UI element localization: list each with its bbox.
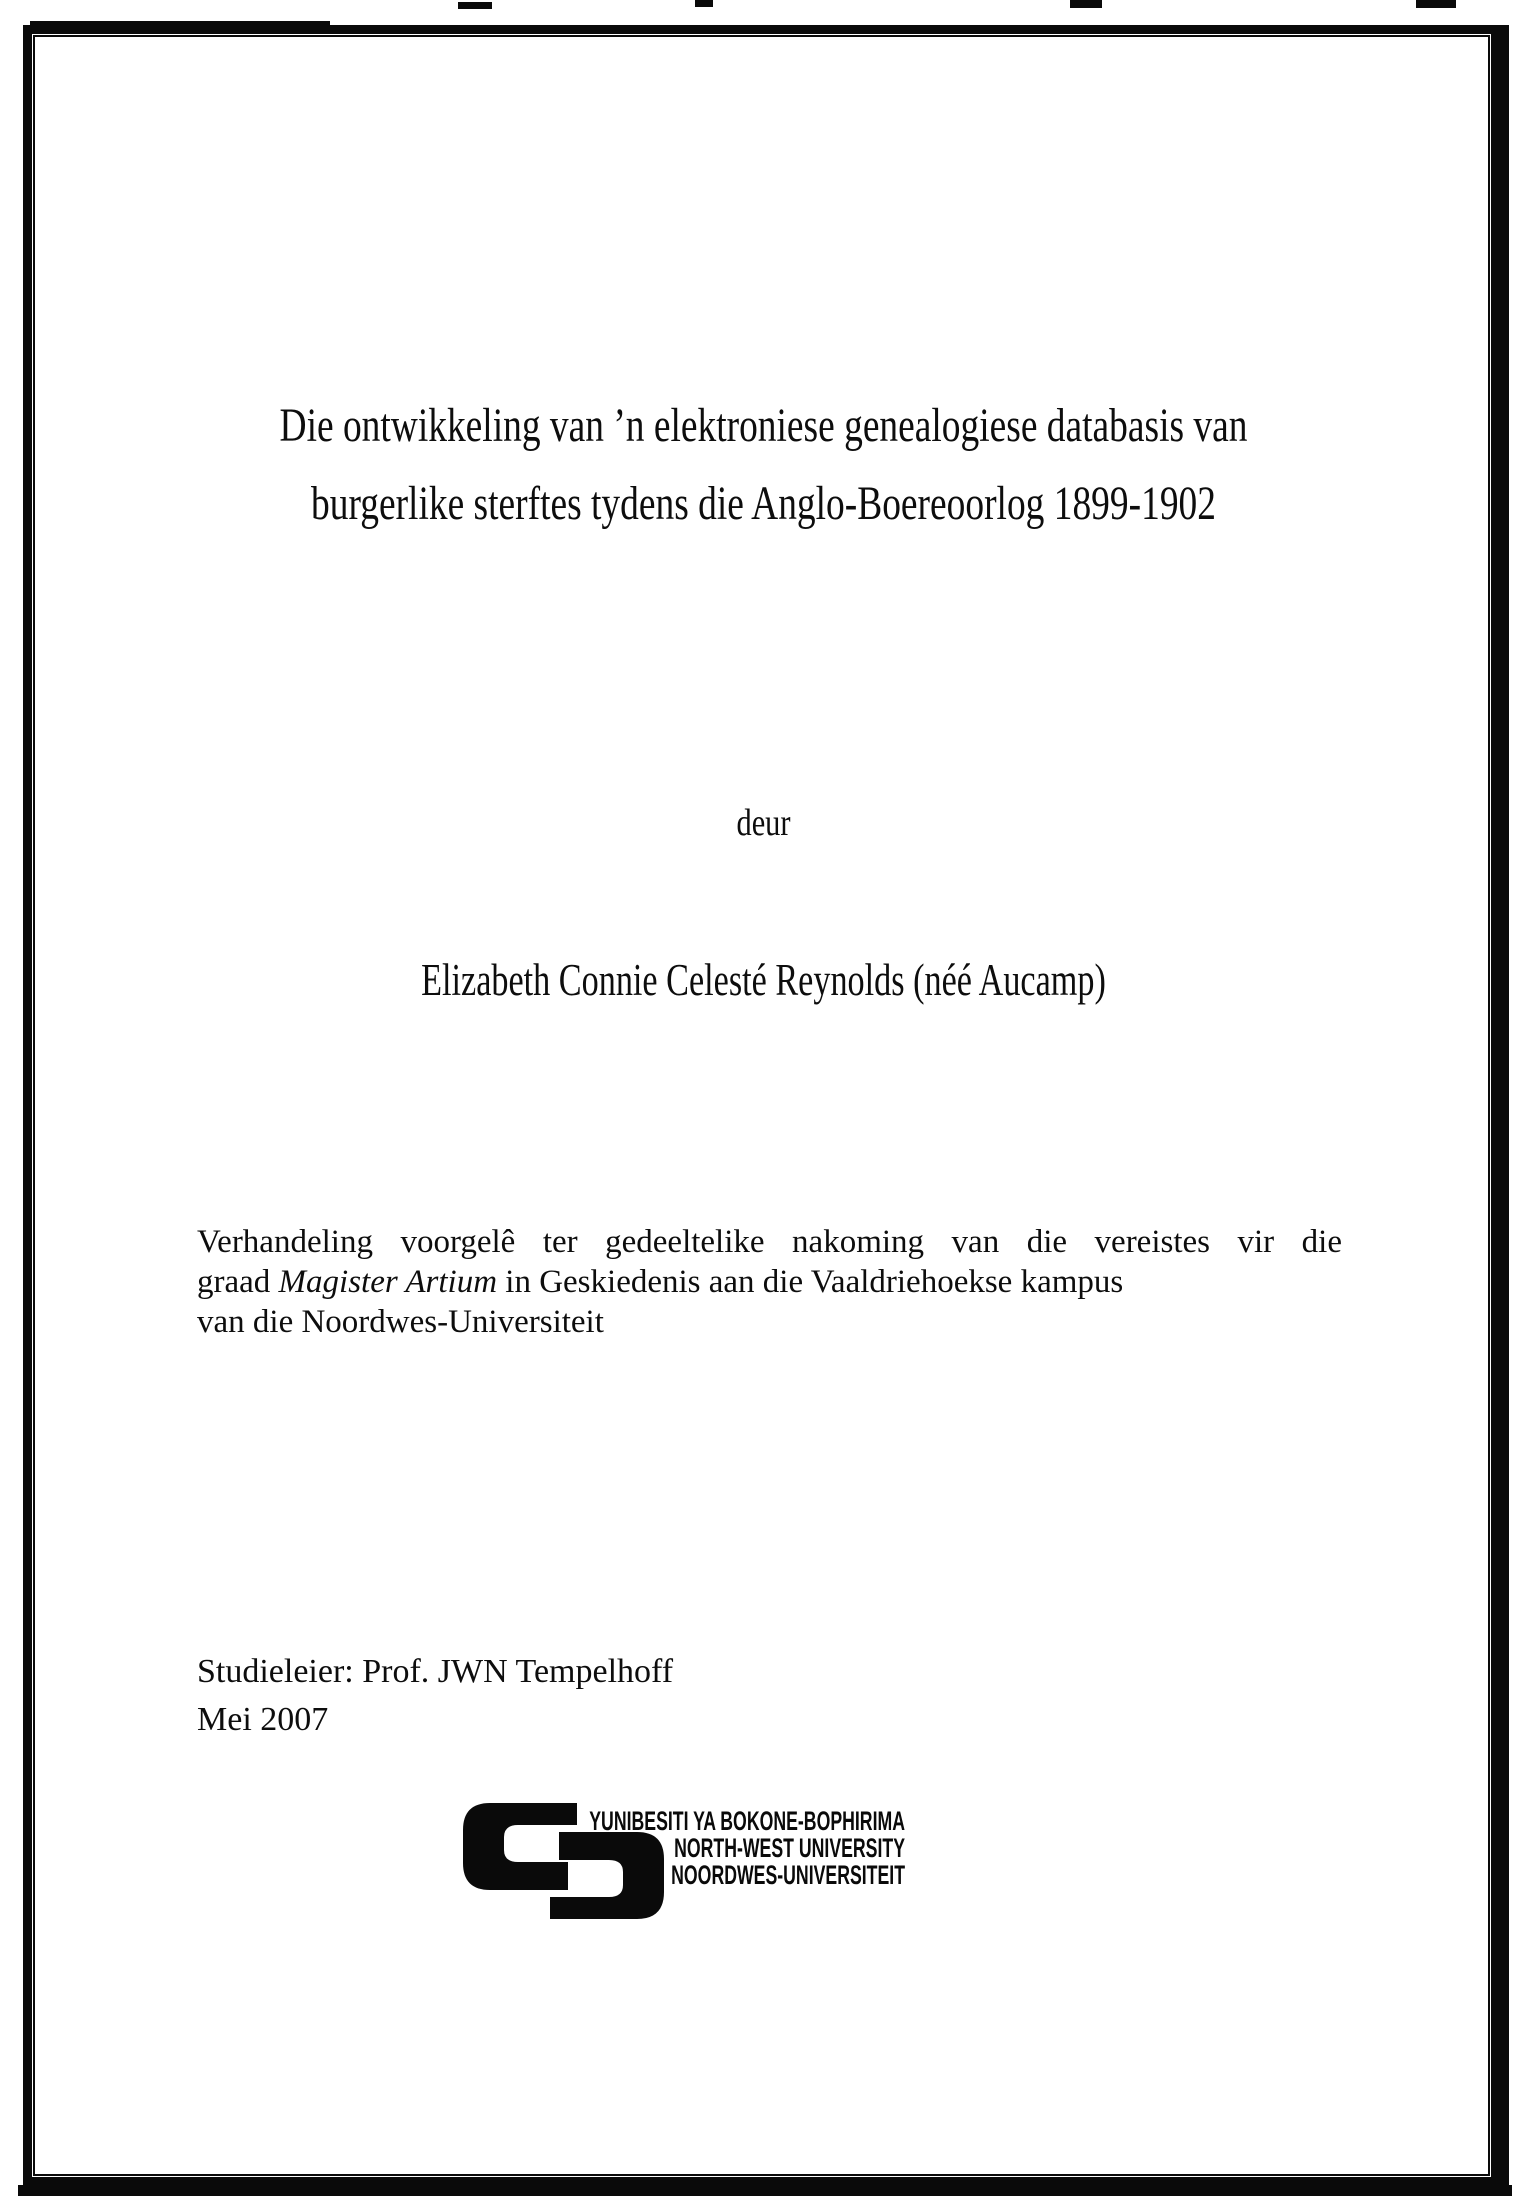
logo-line-english: NORTH-WEST UNIVERSITY [674, 1833, 905, 1863]
thesis-title [215, 387, 1312, 543]
logo-line-afrikaans: NOORDWES-UNIVERSITEIT [671, 1860, 905, 1890]
date-line: Mei 2007 [197, 1701, 329, 1738]
statement-line2 [197, 1262, 1342, 1302]
thesis-title-line2: burgerlike sterftes tydens die Anglo-Boereoorlog 1899-1902 [311, 477, 1216, 530]
thesis-statement [197, 1222, 1342, 1342]
statement-line2-prefix: graad [197, 1264, 279, 1300]
scan-artifact [695, 0, 713, 7]
scan-artifact [1496, 25, 1509, 2186]
statement-line2-suffix: in Geskiedenis aan die Vaaldriehoekse kampus [497, 1264, 1124, 1300]
scan-artifact [458, 2, 492, 9]
scan-artifact [1416, 0, 1456, 8]
supervisor-block [197, 1648, 673, 1744]
thesis-title-line1: Die ontwikkeling van ’n elektroniese genealogiese databasis van [279, 399, 1248, 452]
author-name: Elizabeth Connie Celesté Reynolds (néé Aucamp) [421, 955, 1106, 1005]
supervisor-line: Studieleier: Prof. JWN Tempelhoff [197, 1653, 674, 1690]
scan-artifact [30, 21, 330, 27]
university-logo-text [564, 1808, 905, 1889]
scan-artifact [18, 2185, 1512, 2196]
byline: deur [736, 802, 791, 844]
statement-line3: van die Noordwes-Universiteit [197, 1304, 604, 1340]
scan-artifact [1070, 0, 1102, 8]
degree-name: Magister Artium [278, 1264, 498, 1300]
logo-line-setswana: YUNIBESITI YA BOKONE-BOPHIRIMA [589, 1806, 905, 1836]
statement-line1: Verhandeling voorgelê ter gedeeltelike nakoming van die vereistes vir die [197, 1224, 1342, 1260]
